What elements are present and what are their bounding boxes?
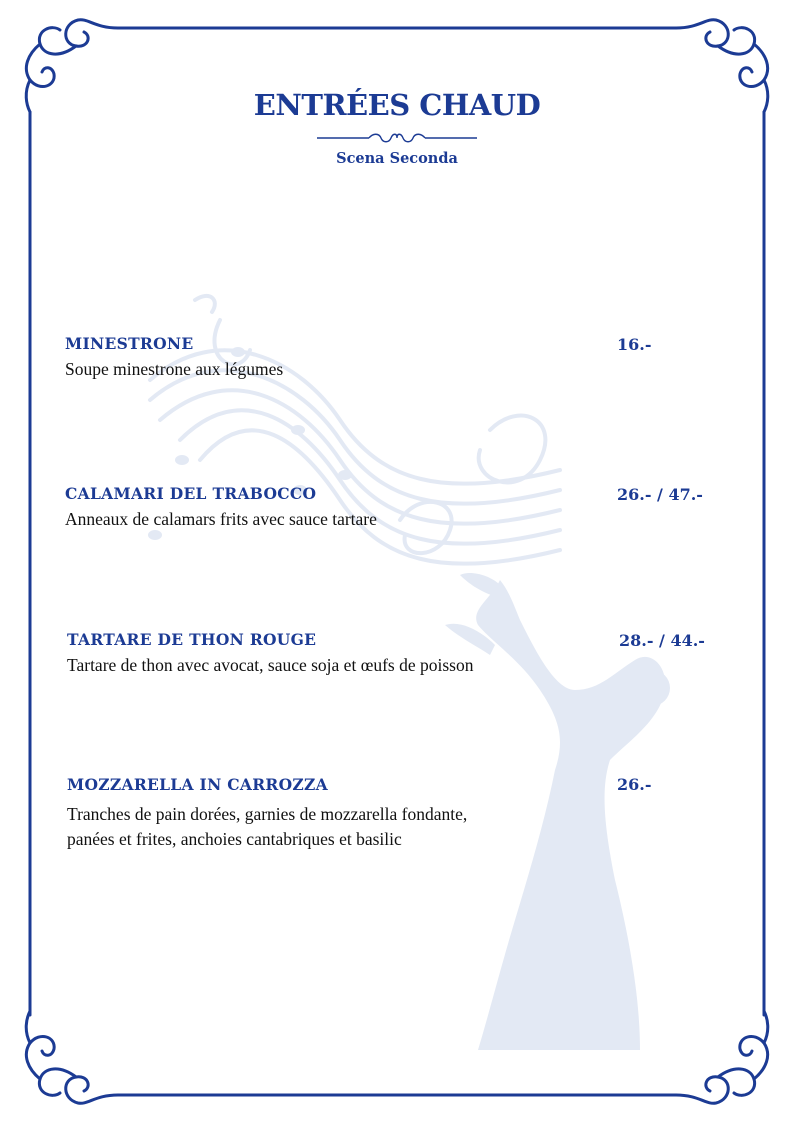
menu-item-description: Tranches de pain dorées, garnies de mozzarella fondante,	[67, 804, 468, 824]
page-title: ENTRÉES CHAUD	[253, 88, 541, 122]
menu-item-price: 26.-	[617, 775, 652, 794]
menu-item-name: TARTARE DE THON ROUGE	[67, 630, 317, 649]
menu-item-name: MOZZARELLA IN CARROZZA	[67, 775, 328, 794]
menu-item-description: panées et frites, anchoies cantabriques et basilic	[67, 829, 402, 849]
flourish-divider-icon	[317, 130, 477, 146]
menu-item-name: MINESTRONE	[65, 334, 194, 353]
menu-item-price: 28.- / 44.-	[619, 631, 705, 650]
menu-item-description: Tartare de thon avec avocat, sauce soja et œufs de poisson	[67, 655, 474, 675]
menu-item-description: Anneaux de calamars frits avec sauce tartare	[65, 509, 377, 529]
menu-item-description: Soupe minestrone aux légumes	[65, 359, 284, 379]
menu-item-price: 26.- / 47.-	[617, 485, 703, 504]
page-subtitle: Scena Seconda	[336, 150, 458, 167]
menu-item-name: CALAMARI DEL TRABOCCO	[65, 484, 317, 503]
menu-item-price: 16.-	[617, 335, 652, 354]
